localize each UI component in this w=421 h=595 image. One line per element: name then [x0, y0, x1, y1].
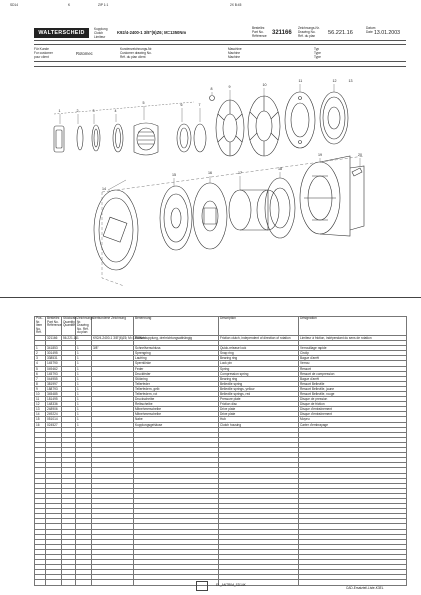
position-number: 6: [180, 103, 183, 107]
table-cell: 15: [35, 417, 46, 422]
machine-label-fr: Machine: [228, 55, 241, 59]
customer-label-de: Für Kunde: [34, 47, 49, 51]
table-cell: 148336: [46, 402, 62, 407]
cust-drawing-label-fr: Réf. du plan client: [120, 55, 146, 59]
customer-label-en: For customer: [34, 51, 53, 55]
label-clutch-fr: Limiteur: [94, 35, 106, 39]
footer-left-box: [196, 581, 208, 591]
table-cell: Disque d'entraînement: [299, 407, 407, 412]
part-9-small-disc: [210, 96, 215, 101]
table-cell: 044955: [46, 376, 62, 381]
table-cell: 14: [35, 412, 46, 417]
table-cell: 1: [76, 417, 92, 422]
order-number: 321166: [272, 30, 292, 36]
col-quantity: Stückzahl Quantity Quantité: [62, 317, 76, 336]
table-cell: Tellerfedern, rot: [134, 392, 219, 397]
table-cell: K92/4-2400-1 3/8"(6)Z6; M=1350Nm: [93, 335, 145, 340]
parts-table: [34, 316, 407, 586]
table-cell: Spring: [219, 366, 299, 371]
table-cell: [62, 580, 76, 585]
table-cell: Moyeu: [299, 417, 407, 422]
col-drawing-no: Zeichnungs-Nr. Drawing No. Réf. du plan: [77, 316, 95, 335]
table-cell: Rutschkupplung, drehrichtungsabhängig: [134, 335, 219, 340]
table-cell: 1: [76, 402, 92, 407]
table-cell: 049462: [46, 366, 62, 371]
table-cell: 4: [35, 361, 46, 366]
table-cell: Reibscheibe: [134, 402, 219, 407]
table-cell: Ressort Belleville: [299, 381, 407, 386]
part-15-friction-disc: [160, 186, 192, 250]
table-cell: Friction clutch, independent of direction of rotation: [219, 335, 299, 340]
table-cell: Tellerfeder: [134, 381, 219, 386]
position-number: 10: [262, 83, 267, 87]
part-20-pin: [352, 168, 362, 176]
table-cell: Clutch housing: [219, 422, 299, 427]
cust-drawing-label-en: Customer drawing No.: [120, 51, 152, 55]
table-cell: 051014: [46, 417, 62, 422]
table-cell: 301495: [46, 351, 62, 356]
date-label-de: Datum: [366, 26, 376, 30]
type-label-en: Type: [314, 51, 321, 55]
table-cell: 188793: [46, 386, 62, 391]
position-number: 2: [76, 109, 79, 113]
table-cell: 1: [76, 381, 92, 386]
part-2-snap-ring: [77, 126, 83, 150]
table-cell: Snap ring: [219, 351, 299, 356]
table-cell: [76, 580, 92, 585]
table-cell: Compression spring: [219, 371, 299, 376]
table-cell: 8: [35, 381, 46, 386]
position-number: 3: [92, 109, 95, 113]
table-cell: 5: [35, 366, 46, 371]
table-cell: Disque d'entraînement: [299, 412, 407, 417]
table-cell: 1: [76, 397, 92, 402]
position-number: 11: [298, 79, 303, 83]
table-cell: 7: [35, 376, 46, 381]
drawing-label-de: Zeichnungs-Nr.: [298, 26, 320, 30]
col-item-no: Pos.-Nr. Item No. Réf.: [35, 317, 46, 336]
table-cell: [35, 580, 46, 585]
table-cell: 1: [76, 371, 92, 376]
drawing-label-fr: Réf. du plan: [298, 34, 316, 38]
table-cell: 16: [35, 422, 46, 427]
table-cell: Feder: [134, 366, 219, 371]
table-cell: 1: [76, 346, 92, 351]
table-cell: 381997: [46, 381, 62, 386]
customer-name: Rotomec: [76, 51, 93, 56]
position-number: 14: [102, 187, 106, 191]
cust-drawing-label-de: Kundenzeichnungs-Nr.: [120, 47, 153, 51]
table-cell: 9: [35, 386, 46, 391]
table-cell: 1: [76, 376, 92, 381]
position-number: 18: [278, 167, 282, 171]
table-cell: 1: [76, 386, 92, 391]
parts-table-body: [35, 335, 407, 585]
col-part-no: Bestellnr. Part No. Référence: [46, 317, 62, 336]
table-cell: 10: [35, 392, 46, 397]
order-label-fr: Référence: [252, 34, 267, 38]
part-1-quick-release: [54, 126, 64, 152]
table-cell: 024527: [46, 422, 62, 427]
footer-left-code: EL_ANTRIM_SD14K: [216, 583, 246, 587]
table-cell: Bearing ring: [219, 376, 299, 381]
top-strip-b: K: [68, 3, 71, 7]
position-number: 13: [348, 79, 353, 83]
col-description: Description: [219, 317, 299, 336]
position-number: 12: [332, 79, 337, 83]
table-cell: 1: [76, 366, 92, 371]
col-benennung: Benennung: [134, 317, 219, 336]
top-strip-d: 2X B:45: [230, 3, 242, 7]
col-designation: Désignation: [299, 317, 407, 336]
part-7-ring: [177, 124, 191, 152]
table-cell: 145790: [46, 361, 62, 366]
table-cell: 56.221.16: [63, 335, 78, 340]
table-cell: 338531: [46, 356, 62, 361]
col-linked-drawing: Verbundene Zeichnung: [92, 317, 134, 336]
table-cell: Verrou: [299, 361, 407, 366]
table-cell: 1: [76, 412, 92, 417]
customer-label-fr: pour client: [34, 55, 49, 59]
table-cell: 341853: [46, 346, 62, 351]
position-number: 16: [208, 171, 212, 175]
table-cell: 1: [76, 351, 92, 356]
table-cell: 6: [35, 371, 46, 376]
table-cell: 1: [76, 422, 92, 427]
position-number: 7: [198, 103, 201, 107]
drawing-number: 56.221.16: [328, 30, 353, 36]
machine-label-en: Machine: [228, 51, 241, 55]
table-cell: Lock pin: [219, 361, 299, 366]
walterscheid-logo: WALTERSCHEID: [34, 28, 89, 38]
table-cell: Friction disc: [219, 402, 299, 407]
part-16-drive-plate: [193, 183, 227, 249]
table-cell: Mitnehmerscheibe: [134, 407, 219, 412]
table-cell: Circlip: [299, 351, 407, 356]
table-cell: 1: [76, 392, 92, 397]
table-cell: Laufring: [134, 356, 219, 361]
table-cell: Bague d'arrêt: [299, 376, 407, 381]
table-cell: Mitnehmerscheibe: [134, 412, 219, 417]
table-cell: 1: [35, 346, 46, 351]
part-13-friction-disc: [320, 92, 348, 144]
table-cell: Ressort Belleville, rouge: [299, 392, 407, 397]
table-cell: 321166: [46, 335, 62, 340]
part-11-belleville-red: [248, 96, 280, 156]
table-cell: Druckscheibe: [134, 397, 219, 402]
table-cell: Schnellverschluss: [134, 346, 219, 351]
table-cell: 11: [35, 397, 46, 402]
table-cell: [46, 580, 62, 585]
table-cell: 1: [76, 407, 92, 412]
machine-label-de: Maschine: [228, 47, 242, 51]
table-cell: Belleville springs, yellow: [219, 386, 299, 391]
table-cell: 1: [76, 335, 92, 340]
label-clutch-de: Kupplung: [94, 27, 108, 31]
table-cell: 12: [35, 402, 46, 407]
table-cell: Hub: [219, 417, 299, 422]
table-cell: 3: [35, 356, 46, 361]
table-cell: Drive plate: [219, 412, 299, 417]
table-cell: Pressure plate: [219, 397, 299, 402]
table-cell: Ressort: [299, 366, 407, 371]
part-17-hub: [229, 190, 279, 230]
table-cell: 2: [35, 351, 46, 356]
part-10-belleville: [216, 100, 244, 156]
part-4-lock-pin: [113, 124, 123, 152]
table-cell: Druckfeder: [134, 371, 219, 376]
table-cell: Bearing ring: [219, 356, 299, 361]
part-14-drive-plate: [94, 190, 138, 270]
table-cell: Tellerfedern, gelb: [134, 386, 219, 391]
table-cell: Belleville springs, red: [219, 392, 299, 397]
table-cell: [299, 580, 407, 585]
position-number: 8: [210, 87, 213, 91]
table-cell: Sperrklinke: [134, 361, 219, 366]
table-cell: Quick-release lock: [219, 346, 299, 351]
clutch-title: K92/4-2400-1 3/8"(6)Z6; M=1350Nm: [117, 30, 187, 35]
table-cell: 345485: [46, 392, 62, 397]
table-cell: 249224: [46, 412, 62, 417]
table-cell: 13: [35, 407, 46, 412]
position-number: 9: [228, 85, 231, 89]
part-5-6-springs: [134, 123, 158, 155]
type-label-fr: Type: [314, 55, 321, 59]
position-number: 4: [114, 109, 117, 113]
table-cell: 145793: [46, 371, 62, 376]
order-label-en: Part No.: [252, 30, 264, 34]
date-label-en: Date: [366, 30, 373, 34]
position-number: 20: [358, 153, 362, 157]
table-cell: 248906: [46, 407, 62, 412]
table-cell: 181495: [46, 397, 62, 402]
position-number: 15: [172, 173, 176, 177]
table-cell: Kupplungsgehäuse: [134, 422, 219, 427]
part-12-pressure-plate: [285, 92, 315, 148]
table-cell: Bague d'arrêt: [299, 356, 407, 361]
table-cell: 3/8": [92, 346, 134, 351]
label-clutch-en: Clutch: [94, 31, 104, 35]
page-separator: [0, 297, 421, 298]
table-cell: 1: [76, 356, 92, 361]
position-number: 1: [58, 109, 61, 113]
table-cell: Carter d'embrayage: [299, 422, 407, 427]
table-cell: [92, 580, 134, 585]
table-cell: 1: [76, 361, 92, 366]
table-cell: Disque de friction: [299, 402, 407, 407]
table-cell: Drive plate: [219, 407, 299, 412]
parts-table-header-row: [35, 317, 407, 336]
table-cell: Verrouillage rapide: [299, 346, 407, 351]
position-number: 17: [238, 171, 242, 175]
table-cell: Disque de pression: [299, 397, 407, 402]
table-cell: Ressort de compression: [299, 371, 407, 376]
part-18-plate: [265, 178, 295, 238]
table-cell: Ressort Belleville, jaune: [299, 386, 407, 391]
exploded-view-drawing: [34, 68, 406, 293]
table-cell: Limiteur à friction, indépendant du sens de rotation: [299, 335, 407, 340]
position-number: 5: [142, 101, 145, 105]
position-number: 19: [318, 153, 322, 157]
table-cell: Nabe: [134, 417, 219, 422]
type-label-de: Typ: [314, 47, 320, 51]
top-strip-a: SD14: [10, 3, 18, 7]
part-8-spring: [194, 124, 206, 152]
top-strip-c: ZIP 1:1: [98, 3, 109, 7]
date-value: 13.01.2003: [374, 30, 400, 36]
part-3-bearing-ring: [92, 125, 100, 151]
table-cell: Belleville spring: [219, 381, 299, 386]
drawing-label-en: Drawing No.: [298, 30, 316, 34]
part-19-housing: [300, 156, 364, 236]
table-cell: Sprengring: [134, 351, 219, 356]
table-cell: Stützring: [134, 376, 219, 381]
footer-right-label: CAD-Ersatzteil-Liste-K3EL: [346, 586, 384, 590]
order-label-de: Bestellnr.: [252, 26, 266, 30]
